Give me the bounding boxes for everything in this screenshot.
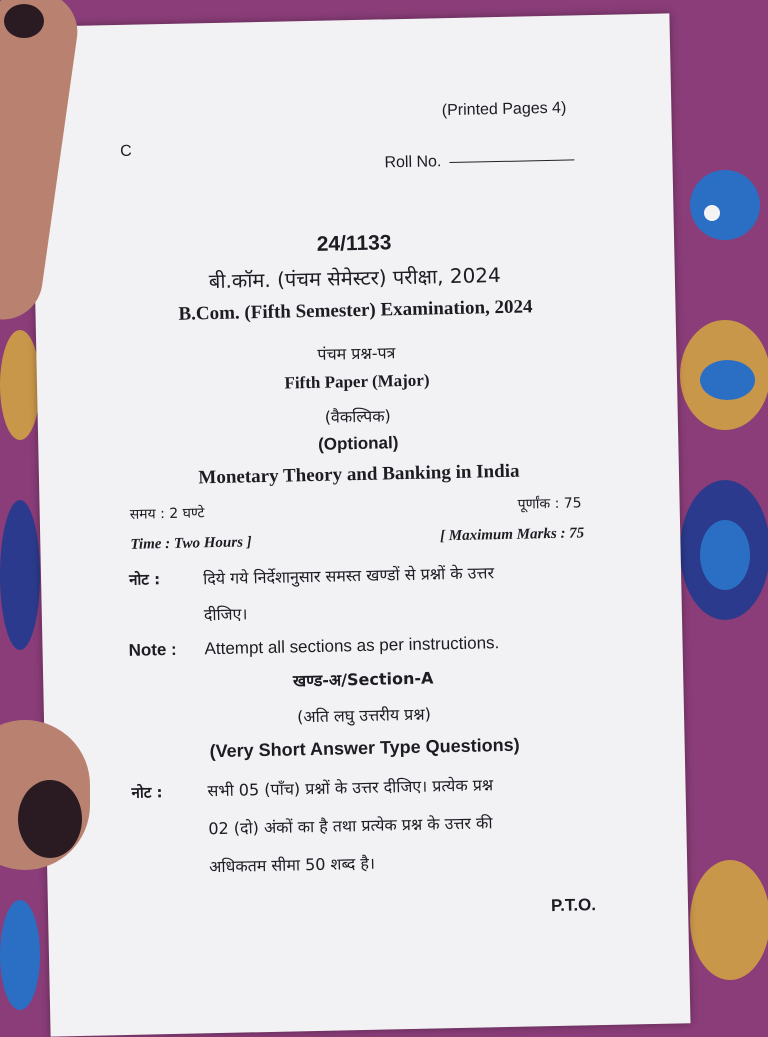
roll-number-label: Roll No. bbox=[384, 153, 442, 172]
section-a-heading: खण्ड-अ/Section-A bbox=[292, 668, 434, 691]
note-label-english: Note : bbox=[128, 639, 177, 660]
note-label-hindi: नोट : bbox=[128, 570, 161, 589]
fabric-pattern bbox=[700, 360, 755, 400]
fabric-pattern bbox=[0, 500, 40, 650]
note-hindi-line-1: दिये गये निर्देशानुसार समस्त खण्डों से प्रश्नों के उत्तर bbox=[202, 563, 495, 589]
fabric-pattern bbox=[704, 205, 720, 221]
fabric-pattern bbox=[700, 520, 750, 590]
fingernail bbox=[4, 4, 44, 38]
paper-code: 24/1133 bbox=[316, 231, 392, 256]
time-english: Time : Two Hours ] bbox=[130, 534, 252, 553]
roll-number-blank[interactable] bbox=[449, 159, 574, 163]
thumbnail bbox=[18, 780, 82, 858]
roll-number-field[interactable] bbox=[384, 150, 574, 172]
section-a-type-english: (Very Short Answer Type Questions) bbox=[209, 734, 520, 762]
fabric-pattern bbox=[690, 170, 760, 240]
paper-number-english: Fifth Paper (Major) bbox=[284, 370, 430, 393]
section-a-note-line-2: 02 (दो) अंकों का है तथा प्रत्येक प्रश्न के उत्तर की bbox=[208, 813, 493, 839]
max-marks-hindi: पूर्णांक : 75 bbox=[517, 495, 582, 513]
section-a-type-hindi: (अति लघु उत्तरीय प्रश्न) bbox=[296, 704, 432, 727]
printed-pages: (Printed Pages 4) bbox=[441, 99, 567, 120]
section-a-note-label: नोट : bbox=[131, 783, 163, 802]
section-a-note-line-3: अधिकतम सीमा 50 शब्द है। bbox=[208, 853, 376, 877]
series-letter: C bbox=[119, 142, 132, 160]
exam-title-english: B.Com. (Fifth Semester) Examination, 2024 bbox=[178, 296, 533, 325]
pto-marker: P.T.O. bbox=[550, 895, 597, 916]
exam-title-hindi: बी.कॉम. (पंचम सेमेस्टर) परीक्षा, 2024 bbox=[208, 263, 501, 294]
max-marks-english: [ Maximum Marks : 75 bbox=[439, 525, 585, 545]
note-english: Attempt all sections as per instructions. bbox=[204, 633, 500, 659]
paper-number-hindi: पंचम प्रश्न-पत्र bbox=[317, 343, 396, 364]
section-a-note-line-1: सभी 05 (पाँच) प्रश्नों के उत्तर दीजिए। प्रत्येक प्रश्न bbox=[207, 775, 494, 801]
fabric-pattern bbox=[0, 330, 40, 440]
optional-hindi: (वैकल्पिक) bbox=[324, 406, 391, 427]
time-hindi: समय : 2 घण्टे bbox=[129, 505, 205, 523]
fabric-pattern bbox=[0, 900, 40, 1010]
fabric-pattern bbox=[690, 860, 768, 980]
note-hindi-line-2: दीजिए। bbox=[203, 604, 248, 625]
optional-english: (Optional) bbox=[317, 433, 399, 454]
exam-paper bbox=[29, 13, 690, 1036]
subject-title: Monetary Theory and Banking in India bbox=[198, 460, 520, 489]
